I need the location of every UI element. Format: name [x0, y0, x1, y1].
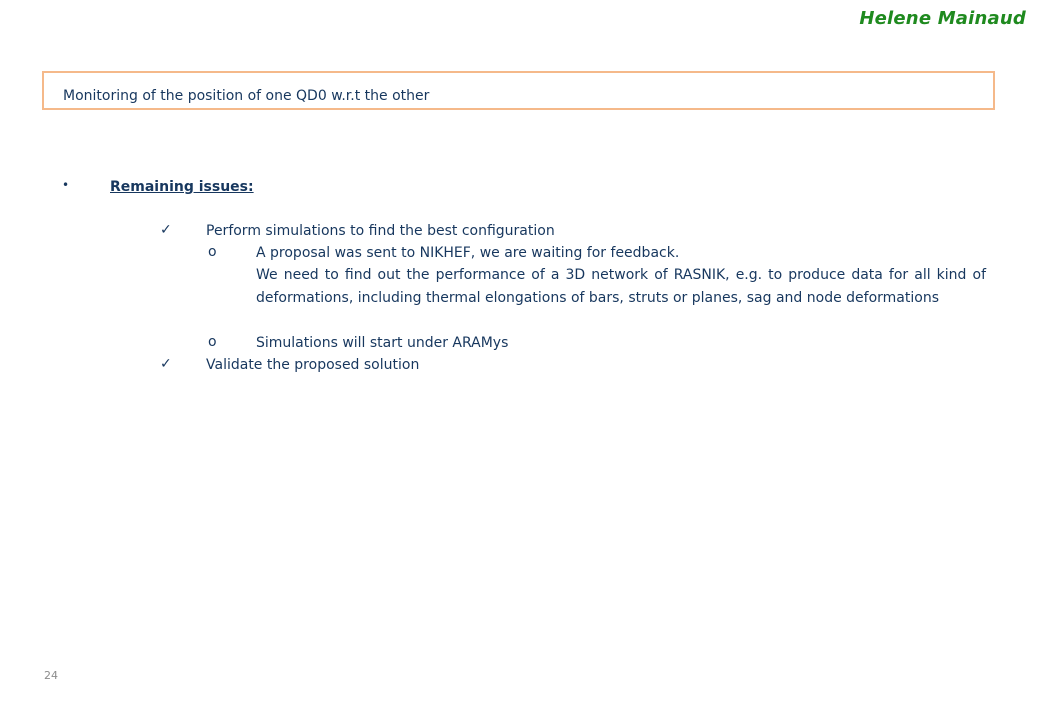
- sub-item-simulations-aramys: Simulations will start under ARAMys: [256, 335, 509, 351]
- page-number: 24: [44, 669, 58, 682]
- bullet-dot-icon: •: [62, 178, 70, 192]
- checkmark-icon: ✓: [160, 356, 172, 372]
- slide-title: Monitoring of the position of one QD0 w.r.t the other: [63, 88, 430, 104]
- sub-item-performance-text: We need to find out the performance of a 3D network of RASNIK, e.g. to produce data for all kind of deformations, including thermal elongations of bars, struts or planes, sag and node deformations: [256, 267, 986, 306]
- sub-bullet-icon: o: [208, 244, 217, 260]
- sub-item-proposal-sent: A proposal was sent to NIKHEF, we are waiting for feedback.: [256, 245, 680, 261]
- checkmark-icon: ✓: [160, 222, 172, 238]
- list-item-validate-solution: Validate the proposed solution: [206, 357, 420, 373]
- author-name: Helene Mainaud: [859, 8, 1026, 29]
- list-item-perform-simulations: Perform simulations to find the best configuration: [206, 223, 555, 239]
- section-heading: Remaining issues:: [110, 179, 254, 195]
- sub-bullet-icon: o: [208, 334, 217, 350]
- title-box: [42, 71, 995, 110]
